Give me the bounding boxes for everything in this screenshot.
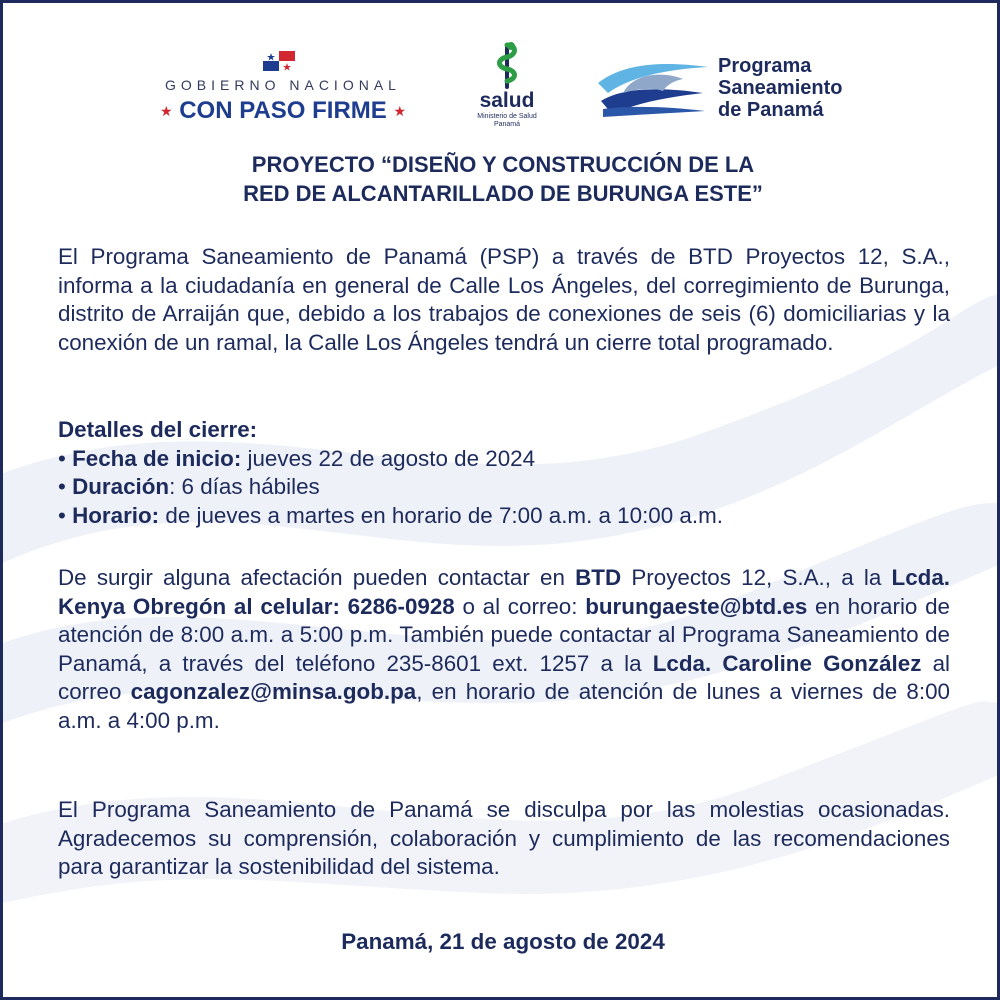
salud-subtitle: Ministerio de Salud Panamá xyxy=(477,113,537,128)
star-icon: ★ xyxy=(159,103,173,120)
list-item: • Fecha de inicio: jueves 22 de agosto de 2024 xyxy=(58,445,536,471)
list-item: • Horario: de jueves a martes en horario de 7:00 a.m. a 10:00 a.m. xyxy=(58,502,723,528)
salud-wordmark: salud xyxy=(479,89,535,112)
email-minsa: cagonzalez@minsa.gob.pa xyxy=(130,679,417,704)
page-title: PROYECTO “DISEÑO Y CONSTRUCCIÓN DE LA RED DE ALCANTARILLADO DE BURUNGA ESTE” xyxy=(243,152,763,206)
signature-date: Panamá, 21 de agosto de 2024 xyxy=(341,929,665,954)
minsa-salud-logo xyxy=(465,41,549,131)
gobierno-nacional-text: GOBIERNO NACIONAL xyxy=(165,77,401,93)
list-item: • Duración: 6 días hábiles xyxy=(58,474,320,499)
psp-name: Programa Saneamiento de Panamá xyxy=(718,55,843,121)
intro-paragraph: El Programa Saneamiento de Panamá (PSP) a través de BTD Proyectos 12, S.A., informa a la ciudadanía en general de Calle Los Ángeles, del corregimiento de Burunga, distrito de Arraiján que, debido a los trabajos de conexiones de seis (6) domiciliarias y la conexión de un ramal, la Calle Los Ángeles tendrá un cierre total programado. xyxy=(58,244,950,355)
contact-paragraph: De surgir alguna afectación pueden contactar en BTD Proyectos 12, S.A., a la Lcda. Kenya Obregón al celular: 6286-0928 o al correo: burungaeste@btd.es en horario de atención de 8:00 a.m. a 5:00 p.m. También puede contactar al Programa Saneamiento de Panamá, a través del teléfono 235-8601 ext. 1257 a la Lcda. Caroline González al correo cagonzalez@minsa.gob.pa, en horario de atención de lunes a viernes de 8:00 a.m. a 4:00 p.m. xyxy=(58,565,951,733)
dolphin-wave-icon xyxy=(593,53,713,123)
gobierno-nacional-logo xyxy=(133,47,433,127)
details-heading: Detalles del cierre: xyxy=(58,417,258,442)
snake-staff-icon xyxy=(491,41,523,91)
company-name: BTD xyxy=(575,565,622,590)
email-btd: burungaeste@btd.es xyxy=(585,593,808,619)
star-icon: ★ xyxy=(393,103,407,120)
contact-kenya: Lcda. Kenya Obregón al celular: 6286-0928 xyxy=(58,565,951,619)
closure-details xyxy=(58,416,950,530)
contact-caroline: Lcda. Caroline González xyxy=(652,650,922,676)
programa-saneamiento-logo xyxy=(593,49,883,129)
closing-paragraph: El Programa Saneamiento de Panamá se disculpa por las molestias ocasionadas. Agradecemos su comprensión, colaboración y cumplimiento de las recomendaciones para garantizar la sostenibilidad del sistema. xyxy=(58,797,950,879)
panama-flag-icon xyxy=(263,51,295,71)
con-paso-firme-text: ★ CON PASO FIRME ★ xyxy=(159,97,407,124)
